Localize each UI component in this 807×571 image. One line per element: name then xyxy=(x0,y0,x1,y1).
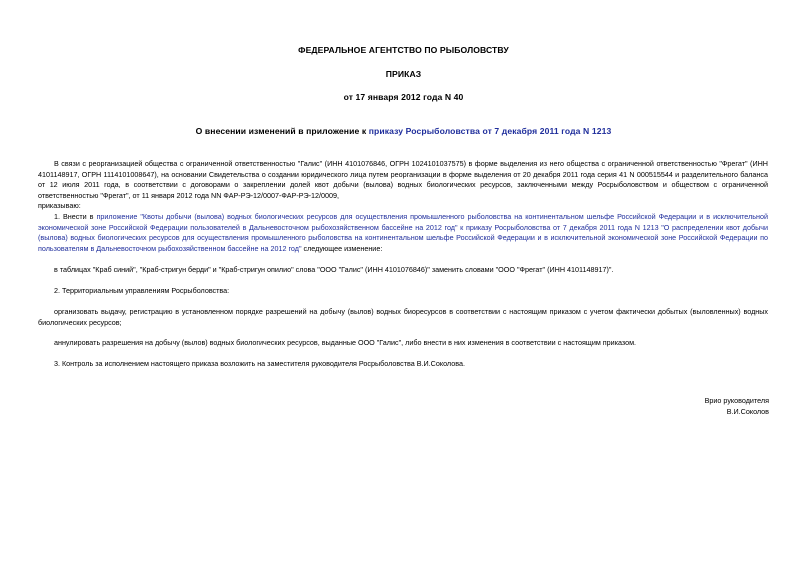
subject-prefix: О внесении изменений в приложение к xyxy=(195,126,369,136)
item-1-lead: 1. Внести в xyxy=(54,212,97,221)
order-word: приказываю: xyxy=(38,201,81,210)
item-3-paragraph: 3. Контроль за исполнением настоящего приказа возложить на заместителя руководителя Росрыболовства В.И.Соколова. xyxy=(54,359,465,368)
item-2a-paragraph: организовать выдачу, регистрацию в установленном порядке разрешений на добычу (вылов) водных биоресурсов в соответствии с настоящим приказом с учетом фактически добытых (выловленных) водных биологических ресурсов; xyxy=(38,307,768,327)
doc-subject xyxy=(0,126,807,136)
item-2-paragraph: 2. Территориальным управлениям Росрыболовства: xyxy=(54,286,230,295)
subject-link[interactable]: приказу Росрыболовства от 7 декабря 2011 года N 1213 xyxy=(368,126,612,136)
item-2b-paragraph: аннулировать разрешения на добычу (вылов) водных биологических ресурсов, выданные ООО "Галис", либо внести в них изменения в соответствии с настоящим приказом. xyxy=(54,338,637,347)
item-1-tail: следующее изменение: xyxy=(301,243,383,253)
preamble-paragraph: В связи с реорганизацией общества с ограниченной ответственностью "Галис" (ИНН 4101076846, ОГРН 1024101037575) в форме выделения из него общества с ограниченной ответственностью "Фрегат" (ИНН 4101148917, ОГРН 1114101008647), на основании Свидетельства о создании юридического лица путем реорганизации в форме выделения от 20 декабря 2011 года серия 41 N 000515544 и разделительного баланса от 12 июля 2011 года, в соответствии с договорами о закреплении долей квот добычи (вылова) водных биологических ресурсов, заключенными между Росрыболовством и обществом с ограниченной ответственностью "Фрегат", от 11 января 2012 года NN ФАР-РЭ-12/0007-ФАР-РЭ-12/0009, xyxy=(38,159,768,200)
agency-title: ФЕДЕРАЛЬНОЕ АГЕНТСТВО ПО РЫБОЛОВСТВУ xyxy=(298,45,509,55)
item-1-link[interactable]: приложение "Квоты добычи (вылова) водных биологических ресурсов для осуществления промышленного рыболовства на континентальном шельфе Российской Федерации и в исключительной экономической зоне Российской Федерации пользователей в Дальневосточном рыбохозяйственном бассейне на 2012 год" к приказу Росрыболовства от 7 декабря 2011 года N 1213 "О распределении квот добычи (вылова) водных биологических ресурсов для осуществления промышленного рыболовства на континентальном шельфе Российской Федерации и в исключительной экономической зоне Российской Федерации по пользователям в Дальневосточном рыбохозяйственном бассейне на 2012 год" xyxy=(38,212,768,253)
item-1-change: в таблицах "Краб синий", "Краб-стригун берди" и "Краб-стригун опилио" слова "ООО "Галис" (ИНН 4101076846)" заменить словами "ООО "Фрегат" (ИНН 4101148917)". xyxy=(54,265,614,274)
signature-name: В.И.Соколов xyxy=(726,406,769,416)
signature-block xyxy=(569,396,769,417)
signature-title: Врио руководителя xyxy=(704,396,769,405)
doc-type: ПРИКАЗ xyxy=(385,69,422,79)
doc-date: от 17 января 2012 года N 40 xyxy=(343,92,464,102)
item-1-paragraph xyxy=(38,212,768,254)
